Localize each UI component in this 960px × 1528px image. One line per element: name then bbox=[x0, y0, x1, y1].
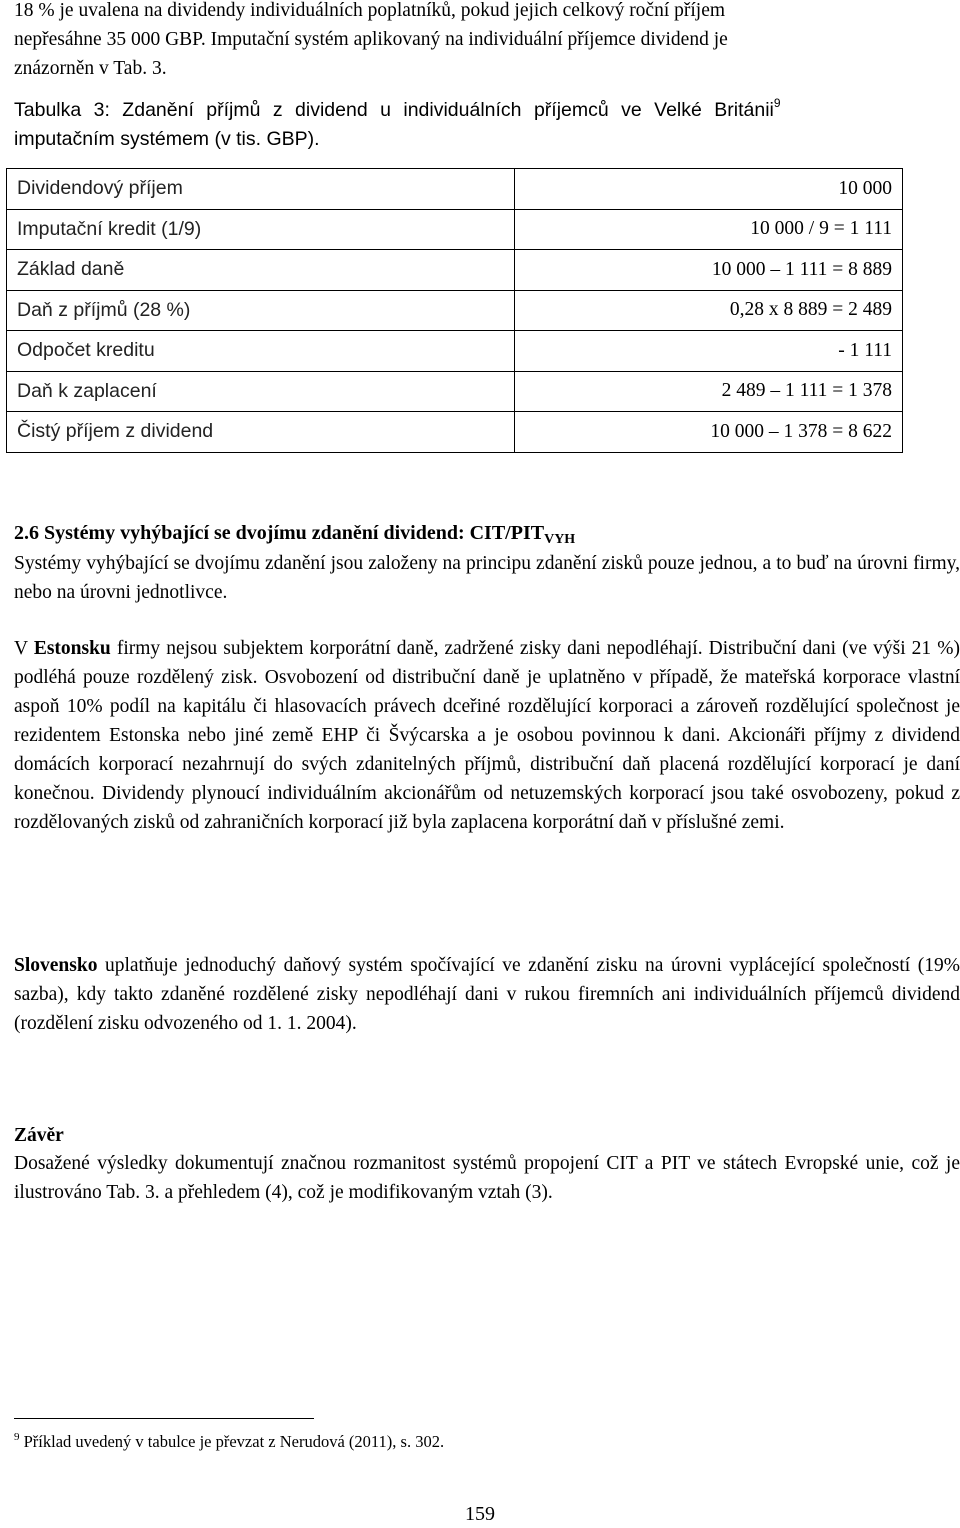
footnote-divider bbox=[14, 1418, 314, 1419]
section-heading-text: 2.6 Systémy vyhýbající se dvojímu zdanění dividend: CIT/PIT bbox=[14, 522, 545, 544]
country-slovakia: Slovensko bbox=[14, 955, 98, 976]
conclusion-text: Dosažené výsledky dokumentují značnou rozmanitost systémů propojení CIT a PIT ve státech Evropské unie, což je ilustrováno Tab. 3. a přehledem (4), což je modifikovaným vztah (3). bbox=[14, 1153, 960, 1203]
table-row bbox=[7, 250, 903, 291]
intro-line-3: znázorněn v Tab. 3. bbox=[14, 58, 167, 79]
paragraph-estonia-text: firmy nejsou subjektem korporátní daně, zadržené zisky dani nepodléhají. Distribuční dani (ve výši 21 %) podléhá pouze rozdělený zisk. Osvobození od distribuční daně je uplatněno v případě, že mateřská korporace vlastní aspoň 10% podíl na kapitálu či hlasovacích právech dceřiné rozdělující korporaci a zároveň rozdělující společnost je rezidentem Estonska nebo jiné země EHP či Švýcarska a je osobou povinnou k dani. Akcionáři příjmy z dividend domácích korporací nezahrnují do svých zdanitelných příjmů, distribuční daň placená rozdělující korporací je daní konečnou. Dividendy plynoucí individuálním akcionářům od netuzemských korporací jsou také osvobozeny, pokud z rozdělovaných zisků od zahraničních korporací již byla zaplacena korporátní daň v příslušné zemi. bbox=[14, 638, 960, 833]
row-value: 0,28 x 8 889 = 2 489 bbox=[515, 290, 903, 331]
row-label: Odpočet kreditu bbox=[7, 331, 515, 372]
footnote-reference: 9 bbox=[773, 96, 781, 110]
conclusion-heading: Závěr bbox=[14, 1125, 64, 1146]
row-value: 2 489 – 1 111 = 1 378 bbox=[515, 371, 903, 412]
table-row bbox=[7, 412, 903, 453]
table-row bbox=[7, 169, 903, 210]
row-value: 10 000 – 1 111 = 8 889 bbox=[515, 250, 903, 291]
table-row bbox=[7, 371, 903, 412]
intro-line-2: nepřesáhne 35 000 GBP. Imputační systém aplikovaný na individuální příjemce dividend je bbox=[14, 29, 728, 50]
row-label: Imputační kredit (1/9) bbox=[7, 209, 515, 250]
paragraph-slovakia-text: uplatňuje jednoduchý daňový systém spočívající ve zdanění zisku na úrovni vyplácející společností (19% sazba), kdy takto zdaněné rozdělené zisky nepodléhají dani v rukou firemních ani individuálních příjemců dividend (rozdělení zisku odvozeného od 1. 1. 2004). bbox=[14, 955, 960, 1034]
row-value: 10 000 – 1 378 = 8 622 bbox=[515, 412, 903, 453]
page-number: 159 bbox=[465, 1503, 495, 1525]
row-label: Daň k zaplacení bbox=[7, 371, 515, 412]
table-row bbox=[7, 331, 903, 372]
row-value: 10 000 bbox=[515, 169, 903, 210]
country-estonia: Estonsku bbox=[33, 638, 111, 659]
table-caption-line-2: imputačním systémem (v tis. GBP). bbox=[14, 128, 320, 150]
section-heading bbox=[14, 518, 575, 548]
table-caption-text: Tabulka 3: Zdanění příjmů z dividend u individuálních příjemců ve Velké Británii bbox=[14, 99, 774, 121]
table-row bbox=[7, 209, 903, 250]
row-label: Čistý příjem z dividend bbox=[7, 412, 515, 453]
row-value: 10 000 / 9 = 1 111 bbox=[515, 209, 903, 250]
footnote-text: Příklad uvedený v tabulce je převzat z Nerudová (2011), s. 302. bbox=[23, 1432, 445, 1451]
row-label: Daň z příjmů (28 %) bbox=[7, 290, 515, 331]
paragraph-estonia-lead: V bbox=[14, 638, 34, 659]
row-value: - 1 111 bbox=[515, 331, 903, 372]
paragraph-estonia bbox=[14, 634, 960, 837]
paragraph-systems: Systémy vyhýbající se dvojímu zdanění jsou založeny na principu zdanění zisků pouze jednou, a to buď na úrovni firmy, nebo na úrovni jednotlivce. bbox=[14, 553, 960, 603]
table-row bbox=[7, 290, 903, 331]
row-label: Základ daně bbox=[7, 250, 515, 291]
tax-table bbox=[6, 168, 903, 453]
table-caption bbox=[14, 96, 960, 125]
row-label: Dividendový příjem bbox=[7, 169, 515, 210]
paragraph-slovakia bbox=[14, 951, 960, 1038]
footnote bbox=[14, 1428, 444, 1456]
intro-line-1: 18 % je uvalena na dividendy individuálních poplatníků, pokud jejich celkový roční příjem bbox=[14, 0, 726, 21]
section-heading-subscript: VYH bbox=[544, 532, 576, 547]
footnote-number: 9 bbox=[14, 1431, 20, 1443]
